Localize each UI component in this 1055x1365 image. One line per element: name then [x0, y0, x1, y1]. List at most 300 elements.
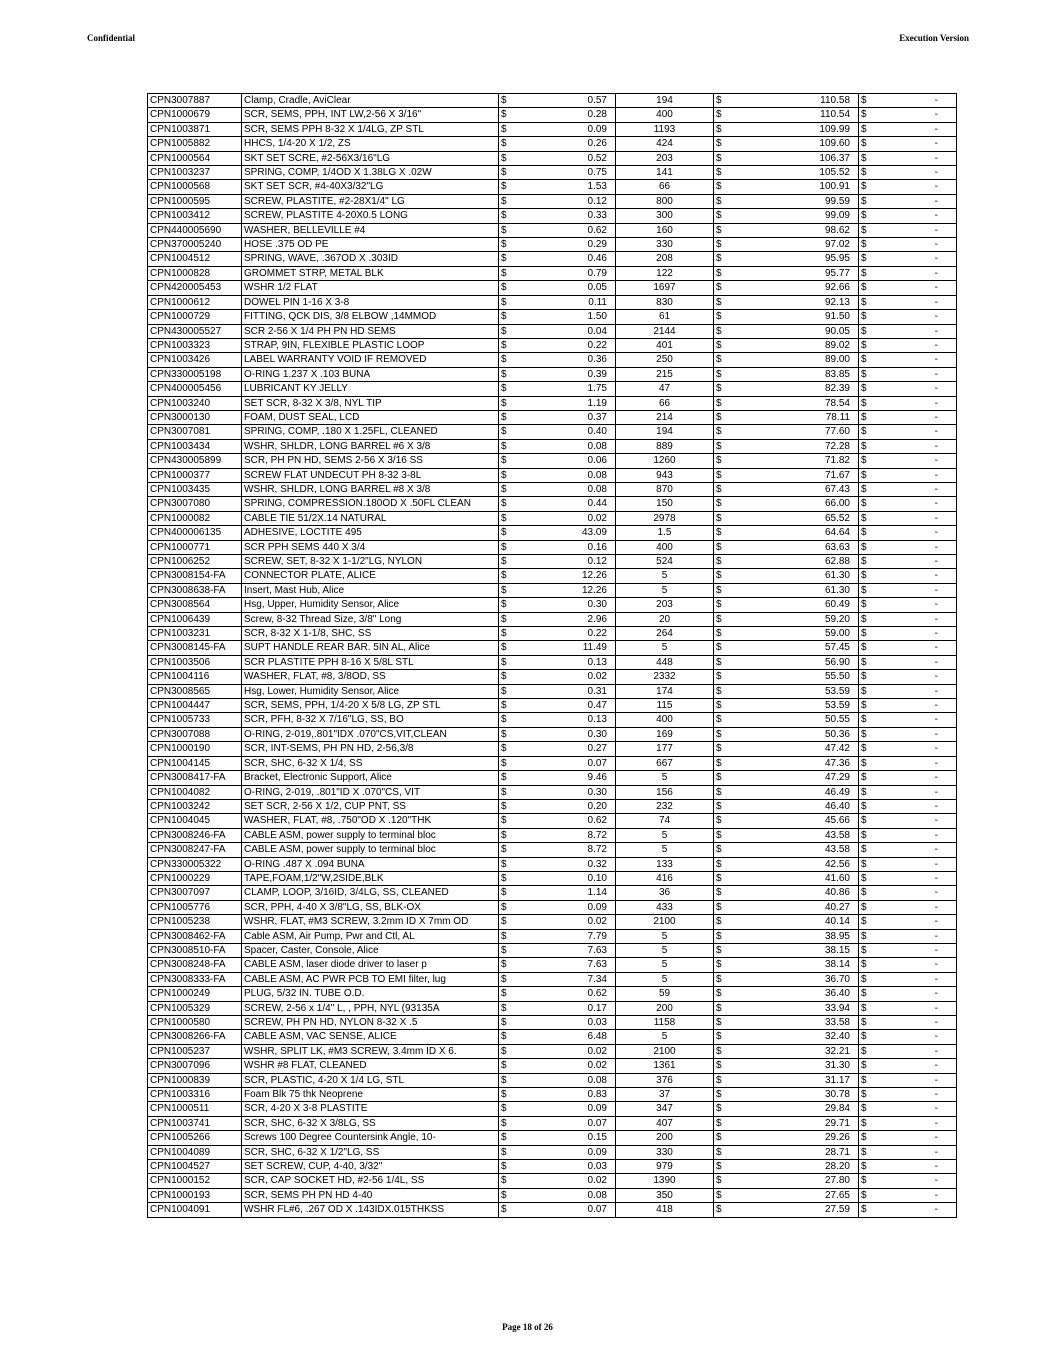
quantity-cell: 800 [616, 194, 714, 208]
extra-currency: $ [859, 857, 879, 871]
unit-price-cell: 0.10 [519, 871, 616, 885]
unit-price-currency: $ [499, 1073, 519, 1087]
description-cell: SCR, 8-32 X 1-1/8, SHC, SS [242, 627, 499, 641]
extra-value-cell: - [879, 166, 957, 180]
quantity-cell: 115 [616, 699, 714, 713]
unit-price-cell: 0.26 [519, 137, 616, 151]
table-row [148, 439, 957, 453]
table-row [148, 871, 957, 885]
extra-currency: $ [859, 627, 879, 641]
total-cell: 27.80 [734, 1174, 859, 1188]
description-cell: WASHER, FLAT, #8, 3/8OD, SS [242, 670, 499, 684]
description-cell: WSHR FL#6, .267 OD X .143IDX.015THKSS [242, 1203, 499, 1217]
unit-price-currency: $ [499, 727, 519, 741]
unit-price-cell: 0.09 [519, 1102, 616, 1116]
total-cell: 50.55 [734, 713, 859, 727]
total-cell: 53.59 [734, 699, 859, 713]
total-cell: 33.58 [734, 1016, 859, 1030]
quantity-cell: 264 [616, 627, 714, 641]
description-cell: LUBRICANT KY JELLY [242, 382, 499, 396]
table-row [148, 972, 957, 986]
total-currency: $ [714, 886, 734, 900]
unit-price-currency: $ [499, 583, 519, 597]
unit-price-cell: 0.79 [519, 266, 616, 280]
part-number-cell: CPN1005238 [148, 915, 242, 929]
description-cell: HHCS, 1/4-20 X 1/2, ZS [242, 137, 499, 151]
table-row [148, 482, 957, 496]
extra-currency: $ [859, 1073, 879, 1087]
extra-currency: $ [859, 1001, 879, 1015]
extra-value-cell: - [879, 382, 957, 396]
extra-currency: $ [859, 886, 879, 900]
table-row [148, 238, 957, 252]
total-currency: $ [714, 396, 734, 410]
unit-price-cell: 0.08 [519, 1073, 616, 1087]
description-cell: Cable ASM, Air Pump, Pwr and Ctl, AL [242, 929, 499, 943]
extra-value-cell: - [879, 756, 957, 770]
quantity-cell: 1361 [616, 1059, 714, 1073]
table-row [148, 555, 957, 569]
parts-table-body [148, 94, 957, 1218]
total-cell: 46.49 [734, 785, 859, 799]
part-number-cell: CPN1000612 [148, 295, 242, 309]
part-number-cell: CPN1004527 [148, 1160, 242, 1174]
unit-price-cell: 0.11 [519, 295, 616, 309]
table-row [148, 627, 957, 641]
part-number-cell: CPN1004082 [148, 785, 242, 799]
description-cell: Clamp, Cradle, AviClear [242, 94, 499, 108]
total-currency: $ [714, 180, 734, 194]
extra-value-cell: - [879, 122, 957, 136]
quantity-cell: 5 [616, 1030, 714, 1044]
table-row [148, 1088, 957, 1102]
total-currency: $ [714, 94, 734, 108]
part-number-cell: CPN1006252 [148, 555, 242, 569]
total-cell: 40.86 [734, 886, 859, 900]
table-row [148, 497, 957, 511]
description-cell: WASHER, BELLEVILLE #4 [242, 223, 499, 237]
description-cell: SCR, SEMS, PPH, 1/4-20 X 5/8 LG, ZP STL [242, 699, 499, 713]
unit-price-currency: $ [499, 598, 519, 612]
part-number-cell: CPN1003506 [148, 655, 242, 669]
part-number-cell: CPN1005733 [148, 713, 242, 727]
unit-price-cell: 0.57 [519, 94, 616, 108]
extra-value-cell: - [879, 900, 957, 914]
extra-currency: $ [859, 281, 879, 295]
part-number-cell: CPN330005198 [148, 367, 242, 381]
part-number-cell: CPN3008333-FA [148, 972, 242, 986]
unit-price-currency: $ [499, 612, 519, 626]
extra-value-cell: - [879, 1016, 957, 1030]
extra-value-cell: - [879, 439, 957, 453]
unit-price-cell: 0.07 [519, 1116, 616, 1130]
quantity-cell: 418 [616, 1203, 714, 1217]
unit-price-currency: $ [499, 713, 519, 727]
extra-currency: $ [859, 137, 879, 151]
table-row [148, 583, 957, 597]
unit-price-cell: 0.12 [519, 194, 616, 208]
extra-currency: $ [859, 972, 879, 986]
unit-price-currency: $ [499, 137, 519, 151]
unit-price-currency: $ [499, 468, 519, 482]
unit-price-currency: $ [499, 252, 519, 266]
total-cell: 109.99 [734, 122, 859, 136]
extra-currency: $ [859, 382, 879, 396]
description-cell: FOAM, DUST SEAL, LCD [242, 410, 499, 424]
total-cell: 42.56 [734, 857, 859, 871]
table-row [148, 987, 957, 1001]
quantity-cell: 5 [616, 943, 714, 957]
total-cell: 59.20 [734, 612, 859, 626]
table-row [148, 598, 957, 612]
unit-price-cell: 0.04 [519, 324, 616, 338]
table-row [148, 180, 957, 194]
table-row [148, 713, 957, 727]
table-row [148, 1188, 957, 1202]
unit-price-cell: 0.02 [519, 1044, 616, 1058]
description-cell: SCREW FLAT UNDECUT PH 8-32 3-8L [242, 468, 499, 482]
table-row [148, 410, 957, 424]
quantity-cell: 1193 [616, 122, 714, 136]
unit-price-currency: $ [499, 526, 519, 540]
extra-currency: $ [859, 871, 879, 885]
part-number-cell: CPN1000152 [148, 1174, 242, 1188]
unit-price-currency: $ [499, 540, 519, 554]
extra-value-cell: - [879, 295, 957, 309]
extra-value-cell: - [879, 569, 957, 583]
total-cell: 36.40 [734, 987, 859, 1001]
unit-price-cell: 0.16 [519, 540, 616, 554]
description-cell: CABLE ASM, laser diode driver to laser p [242, 958, 499, 972]
table-row [148, 1102, 957, 1116]
total-cell: 99.09 [734, 209, 859, 223]
unit-price-currency: $ [499, 180, 519, 194]
quantity-cell: 889 [616, 439, 714, 453]
quantity-cell: 5 [616, 972, 714, 986]
total-cell: 77.60 [734, 425, 859, 439]
extra-value-cell: - [879, 699, 957, 713]
table-row [148, 1203, 957, 1217]
unit-price-currency: $ [499, 886, 519, 900]
part-number-cell: CPN1000679 [148, 108, 242, 122]
total-cell: 47.36 [734, 756, 859, 770]
part-number-cell: CPN3008154-FA [148, 569, 242, 583]
table-row [148, 396, 957, 410]
quantity-cell: 5 [616, 641, 714, 655]
extra-value-cell: - [879, 353, 957, 367]
total-currency: $ [714, 1088, 734, 1102]
unit-price-cell: 7.63 [519, 943, 616, 957]
table-row [148, 1073, 957, 1087]
table-row [148, 166, 957, 180]
description-cell: SKT SET SCRE, #2-56X3/16"LG [242, 151, 499, 165]
extra-value-cell: - [879, 454, 957, 468]
extra-value-cell: - [879, 1145, 957, 1159]
total-cell: 56.90 [734, 655, 859, 669]
total-currency: $ [714, 857, 734, 871]
extra-currency: $ [859, 583, 879, 597]
total-cell: 71.82 [734, 454, 859, 468]
total-cell: 109.60 [734, 137, 859, 151]
part-number-cell: CPN1000580 [148, 1016, 242, 1030]
total-currency: $ [714, 641, 734, 655]
table-row [148, 1030, 957, 1044]
total-cell: 46.40 [734, 799, 859, 813]
part-number-cell: CPN1005237 [148, 1044, 242, 1058]
quantity-cell: 5 [616, 929, 714, 943]
extra-currency: $ [859, 209, 879, 223]
table-row [148, 756, 957, 770]
total-cell: 53.59 [734, 684, 859, 698]
table-row [148, 799, 957, 813]
quantity-cell: 200 [616, 1001, 714, 1015]
description-cell: SCR, SEMS PH PN HD 4-40 [242, 1188, 499, 1202]
quantity-cell: 208 [616, 252, 714, 266]
extra-currency: $ [859, 843, 879, 857]
part-number-cell: CPN1000193 [148, 1188, 242, 1202]
total-cell: 95.77 [734, 266, 859, 280]
total-currency: $ [714, 252, 734, 266]
unit-price-currency: $ [499, 1102, 519, 1116]
total-cell: 47.29 [734, 771, 859, 785]
unit-price-cell: 0.09 [519, 900, 616, 914]
part-number-cell: CPN3007081 [148, 425, 242, 439]
description-cell: SET SCR, 2-56 X 1/2, CUP PNT, SS [242, 799, 499, 813]
quantity-cell: 376 [616, 1073, 714, 1087]
unit-price-cell: 0.37 [519, 410, 616, 424]
unit-price-currency: $ [499, 699, 519, 713]
description-cell: SCR, SEMS PPH 8-32 X 1/4LG, ZP STL [242, 122, 499, 136]
part-number-cell: CPN1005882 [148, 137, 242, 151]
description-cell: SCR, PLASTIC, 4-20 X 1/4 LG, STL [242, 1073, 499, 1087]
description-cell: SCR, PFH, 8-32 X 7/16"LG, SS, BO [242, 713, 499, 727]
table-row [148, 353, 957, 367]
total-currency: $ [714, 1102, 734, 1116]
extra-currency: $ [859, 900, 879, 914]
description-cell: CONNECTOR PLATE, ALICE [242, 569, 499, 583]
unit-price-currency: $ [499, 900, 519, 914]
unit-price-cell: 0.03 [519, 1160, 616, 1174]
unit-price-currency: $ [499, 151, 519, 165]
unit-price-currency: $ [499, 756, 519, 770]
table-row [148, 886, 957, 900]
unit-price-cell: 7.79 [519, 929, 616, 943]
description-cell: SCR 2-56 X 1/4 PH PN HD SEMS [242, 324, 499, 338]
total-currency: $ [714, 310, 734, 324]
table-row [148, 915, 957, 929]
extra-currency: $ [859, 569, 879, 583]
table-row [148, 1001, 957, 1015]
total-currency: $ [714, 727, 734, 741]
extra-value-cell: - [879, 1174, 957, 1188]
quantity-cell: 203 [616, 598, 714, 612]
extra-currency: $ [859, 929, 879, 943]
extra-currency: $ [859, 338, 879, 352]
part-number-cell: CPN1000729 [148, 310, 242, 324]
extra-currency: $ [859, 482, 879, 496]
part-number-cell: CPN330005322 [148, 857, 242, 871]
unit-price-currency: $ [499, 295, 519, 309]
table-row [148, 108, 957, 122]
table-row [148, 857, 957, 871]
total-cell: 82.39 [734, 382, 859, 396]
extra-value-cell: - [879, 727, 957, 741]
unit-price-currency: $ [499, 266, 519, 280]
description-cell: CABLE ASM, VAC SENSE, ALICE [242, 1030, 499, 1044]
unit-price-cell: 0.47 [519, 699, 616, 713]
unit-price-cell: 0.20 [519, 799, 616, 813]
total-currency: $ [714, 511, 734, 525]
extra-value-cell: - [879, 526, 957, 540]
unit-price-currency: $ [499, 943, 519, 957]
total-currency: $ [714, 1044, 734, 1058]
quantity-cell: 66 [616, 180, 714, 194]
unit-price-cell: 11.49 [519, 641, 616, 655]
description-cell: WSHR, SHLDR, LONG BARREL #6 X 3/8 [242, 439, 499, 453]
description-cell: SPRING, COMP, .180 X 1.25FL, CLEANED [242, 425, 499, 439]
total-currency: $ [714, 295, 734, 309]
extra-currency: $ [859, 756, 879, 770]
quantity-cell: 2332 [616, 670, 714, 684]
total-currency: $ [714, 353, 734, 367]
table-row [148, 929, 957, 943]
total-cell: 29.71 [734, 1116, 859, 1130]
unit-price-cell: 0.08 [519, 482, 616, 496]
quantity-cell: 47 [616, 382, 714, 396]
total-cell: 106.37 [734, 151, 859, 165]
quantity-cell: 160 [616, 223, 714, 237]
unit-price-cell: 0.07 [519, 756, 616, 770]
unit-price-currency: $ [499, 655, 519, 669]
extra-currency: $ [859, 367, 879, 381]
description-cell: CLAMP, LOOP, 3/16ID, 3/4LG, SS, CLEANED [242, 886, 499, 900]
table-row [148, 540, 957, 554]
total-cell: 30.78 [734, 1088, 859, 1102]
total-currency: $ [714, 799, 734, 813]
description-cell: SPRING, WAVE, .367OD X .303ID [242, 252, 499, 266]
description-cell: SET SCR, 8-32 X 3/8, NYL TIP [242, 396, 499, 410]
total-cell: 43.58 [734, 843, 859, 857]
unit-price-cell: 0.12 [519, 555, 616, 569]
unit-price-currency: $ [499, 353, 519, 367]
description-cell: LABEL WARRANTY VOID IF REMOVED [242, 353, 499, 367]
extra-value-cell: - [879, 871, 957, 885]
part-number-cell: CPN3008145-FA [148, 641, 242, 655]
unit-price-currency: $ [499, 785, 519, 799]
extra-value-cell: - [879, 1116, 957, 1130]
unit-price-cell: 12.26 [519, 569, 616, 583]
unit-price-cell: 0.22 [519, 627, 616, 641]
extra-currency: $ [859, 238, 879, 252]
table-row [148, 828, 957, 842]
quantity-cell: 232 [616, 799, 714, 813]
description-cell: O-RING .487 X .094 BUNA [242, 857, 499, 871]
total-cell: 27.59 [734, 1203, 859, 1217]
unit-price-currency: $ [499, 122, 519, 136]
extra-value-cell: - [879, 1059, 957, 1073]
quantity-cell: 59 [616, 987, 714, 1001]
extra-value-cell: - [879, 310, 957, 324]
extra-value-cell: - [879, 555, 957, 569]
part-number-cell: CPN1005329 [148, 1001, 242, 1015]
unit-price-cell: 1.53 [519, 180, 616, 194]
table-row [148, 425, 957, 439]
quantity-cell: 448 [616, 655, 714, 669]
unit-price-currency: $ [499, 1145, 519, 1159]
total-cell: 61.30 [734, 583, 859, 597]
unit-price-cell: 6.48 [519, 1030, 616, 1044]
part-number-cell: CPN1004512 [148, 252, 242, 266]
total-currency: $ [714, 684, 734, 698]
quantity-cell: 330 [616, 1145, 714, 1159]
extra-currency: $ [859, 396, 879, 410]
table-row [148, 266, 957, 280]
extra-currency: $ [859, 1059, 879, 1073]
total-currency: $ [714, 1188, 734, 1202]
total-currency: $ [714, 137, 734, 151]
table-row [148, 1131, 957, 1145]
description-cell: GROMMET STRP, METAL BLK [242, 266, 499, 280]
total-cell: 31.17 [734, 1073, 859, 1087]
total-currency: $ [714, 166, 734, 180]
table-row [148, 194, 957, 208]
total-cell: 28.20 [734, 1160, 859, 1174]
total-currency: $ [714, 439, 734, 453]
extra-value-cell: - [879, 943, 957, 957]
table-row [148, 684, 957, 698]
total-currency: $ [714, 454, 734, 468]
unit-price-currency: $ [499, 497, 519, 511]
unit-price-currency: $ [499, 1188, 519, 1202]
description-cell: SCR PLASTITE PPH 8-16 X 5/8L STL [242, 655, 499, 669]
total-cell: 45.66 [734, 814, 859, 828]
total-currency: $ [714, 900, 734, 914]
quantity-cell: 401 [616, 338, 714, 352]
description-cell: SCR, CAP SOCKET HD, #2-56 1/4L, SS [242, 1174, 499, 1188]
extra-currency: $ [859, 713, 879, 727]
part-number-cell: CPN3007088 [148, 727, 242, 741]
total-currency: $ [714, 1001, 734, 1015]
unit-price-cell: 0.02 [519, 511, 616, 525]
total-currency: $ [714, 598, 734, 612]
extra-currency: $ [859, 699, 879, 713]
unit-price-cell: 8.72 [519, 828, 616, 842]
unit-price-currency: $ [499, 338, 519, 352]
unit-price-currency: $ [499, 915, 519, 929]
extra-value-cell: - [879, 511, 957, 525]
quantity-cell: 1.5 [616, 526, 714, 540]
part-number-cell: CPN3008248-FA [148, 958, 242, 972]
unit-price-cell: 0.44 [519, 497, 616, 511]
extra-currency: $ [859, 468, 879, 482]
total-cell: 110.58 [734, 94, 859, 108]
quantity-cell: 400 [616, 713, 714, 727]
table-row [148, 612, 957, 626]
total-cell: 41.60 [734, 871, 859, 885]
total-currency: $ [714, 223, 734, 237]
extra-currency: $ [859, 194, 879, 208]
extra-currency: $ [859, 266, 879, 280]
extra-currency: $ [859, 1174, 879, 1188]
total-currency: $ [714, 1131, 734, 1145]
table-row [148, 223, 957, 237]
table-row [148, 843, 957, 857]
quantity-cell: 1697 [616, 281, 714, 295]
part-number-cell: CPN1003412 [148, 209, 242, 223]
description-cell: O-RING 1.237 X .103 BUNA [242, 367, 499, 381]
unit-price-currency: $ [499, 482, 519, 496]
total-cell: 38.14 [734, 958, 859, 972]
